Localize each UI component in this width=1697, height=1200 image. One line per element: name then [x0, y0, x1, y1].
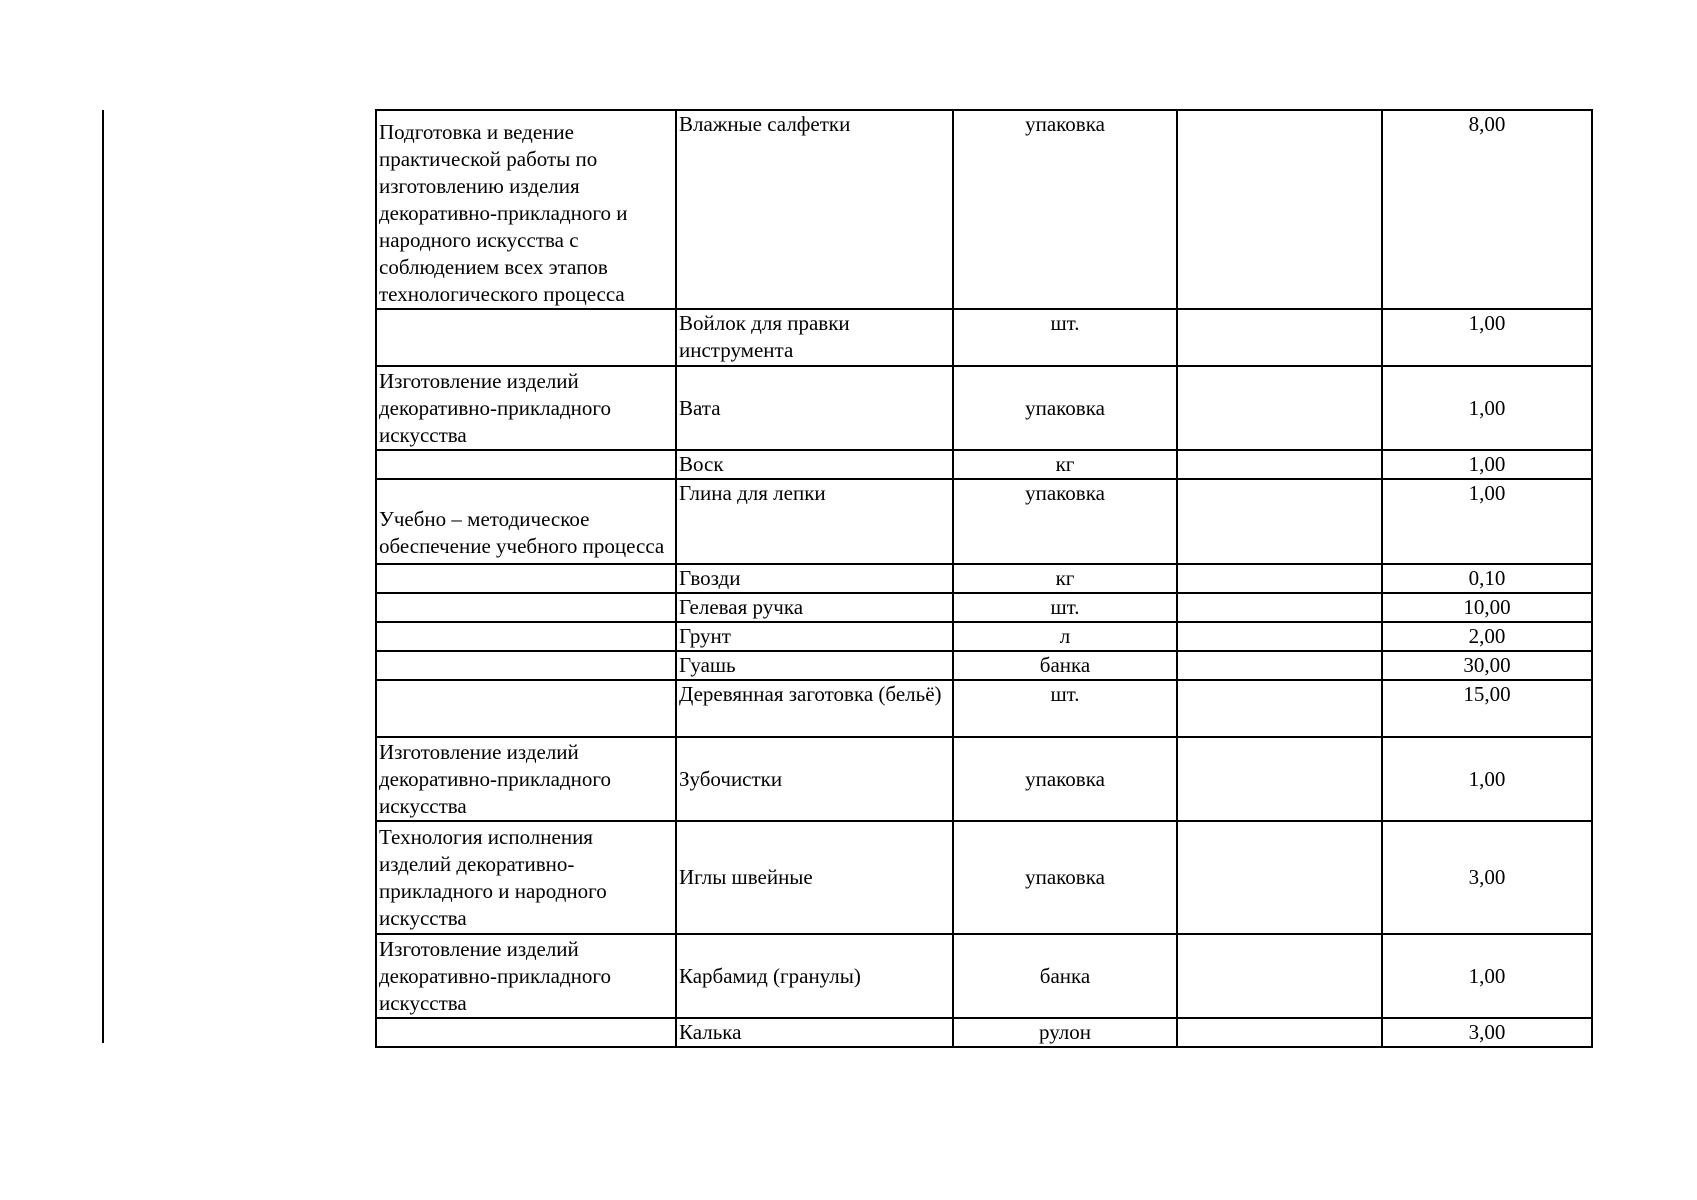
table-row [376, 564, 1592, 593]
activity-cell [376, 450, 676, 479]
quantity-cell: 0,10 [1382, 564, 1592, 593]
material-name: Гелевая ручка [679, 595, 804, 619]
table-row [376, 737, 1592, 821]
activity-text: Учебно – методическое обеспечение учебного процесса [379, 506, 665, 558]
activity-text: Технология исполнения изделий декоративно- прикладного и народного искусства [379, 824, 607, 930]
material-name-cell [676, 622, 953, 651]
table-row [376, 479, 1592, 564]
empty-cell [1177, 593, 1382, 622]
unit-cell: упаковка [953, 110, 1177, 309]
empty-cell [1177, 934, 1382, 1018]
activity-cell [376, 1018, 676, 1047]
quantity-cell: 1,00 [1382, 934, 1592, 1018]
empty-cell [1177, 1018, 1382, 1047]
unit-cell: кг [953, 450, 1177, 479]
unit-cell: банка [953, 934, 1177, 1018]
material-name-cell [676, 680, 953, 737]
empty-cell [1177, 110, 1382, 309]
table-row [376, 1018, 1592, 1047]
material-name-cell [676, 934, 953, 1018]
activity-cell [376, 593, 676, 622]
unit-cell: упаковка [953, 366, 1177, 450]
material-name-cell [676, 564, 953, 593]
empty-cell [1177, 651, 1382, 680]
material-name: Влажные салфетки [679, 112, 851, 136]
material-name-cell [676, 479, 953, 564]
activity-cell [376, 737, 676, 821]
table-row [376, 110, 1592, 309]
empty-cell [1177, 821, 1382, 934]
unit-cell: упаковка [953, 821, 1177, 934]
empty-cell [1177, 309, 1382, 366]
material-name: Воск [679, 452, 724, 476]
activity-cell [376, 651, 676, 680]
table-row [376, 309, 1592, 366]
empty-cell [1177, 564, 1382, 593]
material-name: Вата [679, 395, 721, 420]
unit-cell: шт. [953, 593, 1177, 622]
table-row [376, 450, 1592, 479]
material-name-cell [676, 366, 953, 450]
empty-cell [1177, 450, 1382, 479]
quantity-cell: 1,00 [1382, 309, 1592, 366]
material-name: Грунт [679, 624, 731, 648]
unit-cell: банка [953, 651, 1177, 680]
material-name-cell [676, 1018, 953, 1047]
material-name: Карбамид (гранулы) [679, 963, 861, 988]
quantity-cell: 15,00 [1382, 680, 1592, 737]
quantity-cell: 30,00 [1382, 651, 1592, 680]
material-name-cell [676, 821, 953, 934]
empty-cell [1177, 479, 1382, 564]
empty-cell [1177, 622, 1382, 651]
unit-cell: упаковка [953, 737, 1177, 821]
quantity-cell: 2,00 [1382, 622, 1592, 651]
activity-text: Изготовление изделий декоративно-прикладного искусства [379, 936, 611, 1015]
unit-cell: кг [953, 564, 1177, 593]
activity-cell [376, 821, 676, 934]
quantity-cell: 1,00 [1382, 450, 1592, 479]
activity-cell [376, 934, 676, 1018]
activity-text: Изготовление изделий декоративно-прикладного искусства [379, 739, 611, 818]
table-row [376, 651, 1592, 680]
unit-cell: упаковка [953, 479, 1177, 564]
activity-cell [376, 680, 676, 737]
empty-cell [1177, 737, 1382, 821]
activity-cell [376, 564, 676, 593]
material-name: Глина для лепки [679, 481, 826, 505]
unit-cell: л [953, 622, 1177, 651]
material-name-cell [676, 110, 953, 309]
activity-cell [376, 479, 676, 564]
quantity-cell: 10,00 [1382, 593, 1592, 622]
quantity-cell: 1,00 [1382, 366, 1592, 450]
quantity-cell: 1,00 [1382, 479, 1592, 564]
material-name: Войлок для правки инструмента [679, 311, 850, 362]
activity-cell [376, 309, 676, 366]
quantity-cell: 3,00 [1382, 1018, 1592, 1047]
table-row [376, 934, 1592, 1018]
material-name: Иглы швейные [679, 865, 813, 889]
left-margin-rule [102, 110, 104, 1043]
activity-text: Подготовка и ведение практической работы по изготовлению изделия декоративно-прикладного и народного искусства с соблюдением всех этапов технологического процесса [379, 120, 628, 306]
material-name: Калька [679, 1020, 742, 1044]
activity-cell [376, 366, 676, 450]
material-name-cell [676, 737, 953, 821]
quantity-cell: 8,00 [1382, 110, 1592, 309]
unit-cell: шт. [953, 309, 1177, 366]
material-name-cell [676, 651, 953, 680]
material-name-cell [676, 593, 953, 622]
table-row [376, 593, 1592, 622]
activity-cell [376, 622, 676, 651]
empty-cell [1177, 680, 1382, 737]
table-row [376, 622, 1592, 651]
materials-table [375, 109, 1593, 1048]
table-row [376, 680, 1592, 737]
table-row [376, 821, 1592, 934]
quantity-cell: 3,00 [1382, 821, 1592, 934]
quantity-cell: 1,00 [1382, 737, 1592, 821]
empty-cell [1177, 366, 1382, 450]
material-name: Деревянная заготовка (бельё) [679, 682, 942, 706]
material-name: Гуашь [679, 653, 736, 677]
unit-cell: рулон [953, 1018, 1177, 1047]
material-name: Гвозди [679, 566, 741, 590]
material-name-cell [676, 450, 953, 479]
unit-cell: шт. [953, 680, 1177, 737]
activity-cell [376, 110, 676, 309]
material-name-cell [676, 309, 953, 366]
activity-text: Изготовление изделий декоративно-прикладного искусства [379, 368, 611, 447]
material-name: Зубочистки [679, 766, 783, 791]
table-row [376, 366, 1592, 450]
